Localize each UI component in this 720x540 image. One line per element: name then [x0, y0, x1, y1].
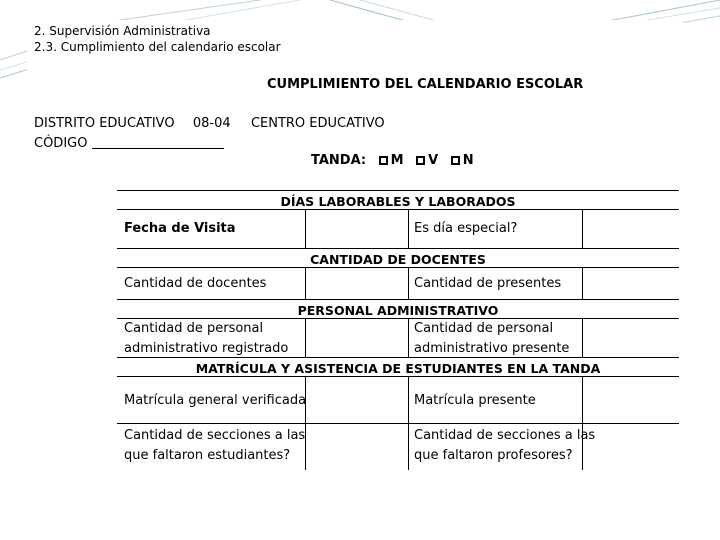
section-heading-admin: PERSONAL ADMINISTRATIVO — [297, 303, 499, 318]
visit-date-label: Fecha de Visita — [124, 221, 236, 236]
section-heading-days: DÍAS LABORABLES Y LABORADOS — [280, 194, 516, 209]
table-rule — [305, 318, 306, 357]
code-line — [34, 136, 224, 150]
table-rule — [117, 209, 679, 210]
label-line: Cantidad de secciones a las — [414, 428, 596, 443]
tanda-option-m: M — [390, 153, 404, 168]
document-sheet — [27, 20, 683, 476]
subsection-heading: 2.3. Cumplimiento del calendario escolar — [34, 40, 281, 54]
special-day-label: Es día especial? — [414, 221, 518, 236]
table-rule — [117, 423, 679, 424]
tanda-option-v: V — [428, 153, 439, 168]
label-line: Cantidad de personal — [414, 321, 554, 336]
label-line: administrativo presente — [414, 341, 570, 356]
district-line — [34, 117, 385, 130]
tanda-label: TANDA: — [311, 153, 367, 168]
district-label: DISTRITO EDUCATIVO — [34, 116, 175, 131]
code-blank-line — [92, 136, 224, 149]
table-rule — [408, 267, 409, 299]
table-rule — [117, 248, 679, 249]
enrollment-verified-label: Matrícula general verificada — [124, 393, 307, 408]
table-rule — [582, 267, 583, 299]
teachers-present-label: Cantidad de presentes — [414, 276, 562, 291]
table-rule — [117, 267, 679, 268]
center-label: CENTRO EDUCATIVO — [250, 116, 385, 131]
table-rule — [408, 318, 409, 357]
table-rule — [408, 376, 409, 470]
checkbox-icon — [379, 156, 388, 165]
table-rule — [117, 190, 679, 191]
tanda-option-n: N — [462, 153, 474, 168]
sections-missing-teachers-label — [414, 426, 595, 466]
label-line: administrativo registrado — [124, 341, 289, 356]
table-rule — [582, 318, 583, 357]
label-line: que faltaron estudiantes? — [124, 448, 291, 463]
admin-present-label — [414, 319, 569, 359]
district-value: 08-04 — [192, 116, 231, 131]
enrollment-present-label: Matrícula presente — [414, 393, 536, 408]
tanda-line — [311, 154, 474, 167]
document-title: CUMPLIMIENTO DEL CALENDARIO ESCOLAR — [267, 77, 584, 92]
section-heading-enrollment: MATRÍCULA Y ASISTENCIA DE ESTUDIANTES EN LA TANDA — [195, 361, 601, 376]
label-line: Cantidad de secciones a las — [124, 428, 306, 443]
checkbox-icon — [451, 156, 460, 165]
teachers-count-label: Cantidad de docentes — [124, 276, 267, 291]
table-rule — [305, 267, 306, 299]
table-rule — [117, 299, 679, 300]
sections-missing-students-label — [124, 426, 305, 466]
table-rule — [408, 209, 409, 248]
label-line: Cantidad de personal — [124, 321, 264, 336]
label-line: que faltaron profesores? — [414, 448, 573, 463]
table-rule — [305, 209, 306, 248]
section-heading: 2. Supervisión Administrativa — [34, 24, 211, 38]
code-label: CÓDIGO — [34, 136, 88, 151]
section-heading-teachers: CANTIDAD DE DOCENTES — [310, 252, 486, 267]
admin-registered-label — [124, 319, 288, 359]
checkbox-icon — [416, 156, 425, 165]
table-rule — [582, 209, 583, 248]
table-rule — [117, 376, 679, 377]
